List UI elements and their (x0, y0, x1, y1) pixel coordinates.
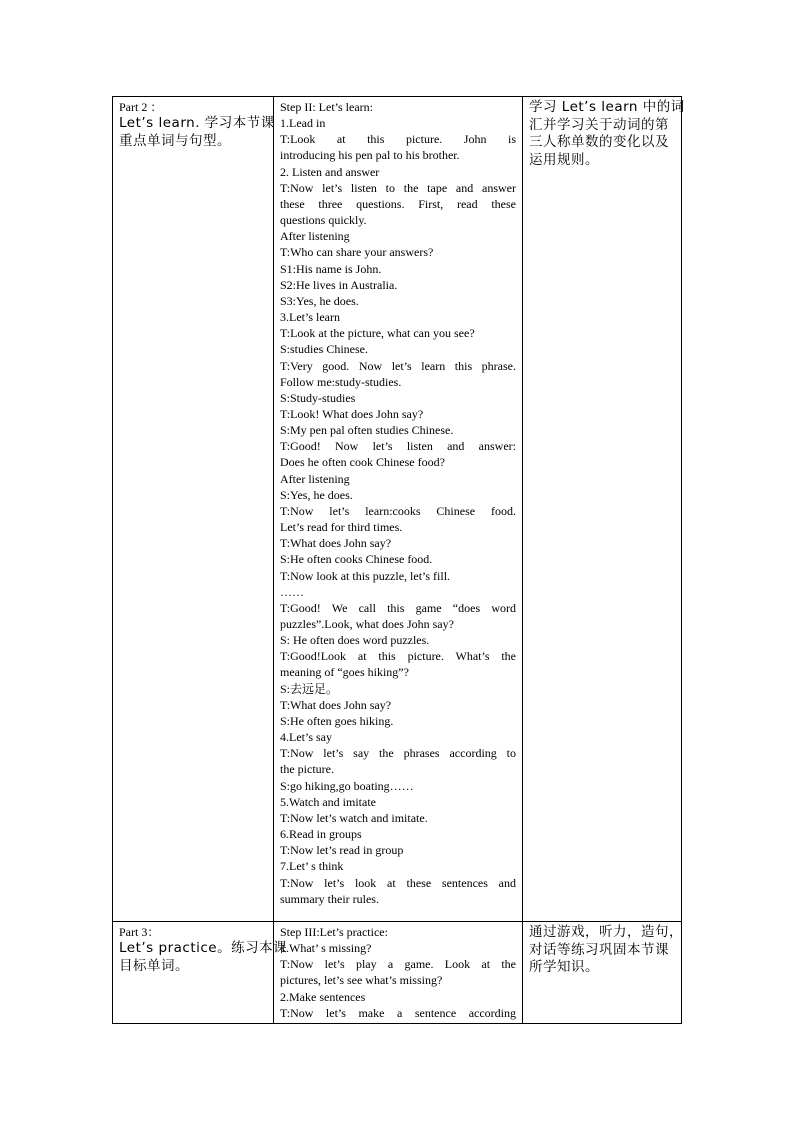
step-line: S3:Yes, he does. (280, 293, 359, 308)
step-line: introducing his pen pal to his brother. (280, 148, 460, 163)
goal-line: 对话等练习巩固本节课 (529, 941, 669, 958)
step-line: the picture. (280, 762, 334, 777)
part-description-line: 重点单词与句型。 (119, 132, 231, 149)
step-line: T:Who can share your answers? (280, 245, 434, 260)
part-label: Part 3： (119, 925, 160, 939)
step-line: puzzles”.Look, what does John say? (280, 617, 454, 631)
step-line: T:Look at the picture, what can you see? (280, 326, 475, 341)
goal-line: 所学知识。 (529, 959, 599, 975)
step-line: 2. Listen and answer (280, 164, 380, 179)
step-line: T:Look! What does John say? (280, 406, 424, 421)
step-line: S:Yes, he does. (280, 487, 353, 502)
part-description-line: Let’s practice。练习本课 (119, 940, 288, 957)
goal-cell (523, 97, 685, 922)
step-line: T:Now let’s listen to the tape and answer (280, 180, 516, 195)
step-line: 7.Let’ s think (280, 859, 344, 874)
goal-cell (523, 922, 682, 1024)
step-line: 3.Let’s learn (280, 310, 340, 325)
step-line: T:Now let’s read in group (280, 843, 404, 858)
step-line: 6.Read in groups (280, 827, 362, 842)
step-line: 1.What’ s missing? (280, 941, 372, 956)
lesson-plan-table (112, 96, 685, 1024)
table-row (113, 97, 682, 922)
step-line: Let’s read for third times. (280, 520, 403, 535)
goal-line: 三人称单数的变化以及 (529, 134, 669, 150)
goal-line: 学习 Let’s learn 中的词 (529, 99, 685, 115)
step-line: T:Now let’s learn:cooks Chinese food. (280, 503, 516, 518)
step-line: meaning of “goes hiking”? (280, 665, 409, 680)
step-line: 1.Lead in (280, 116, 326, 131)
step-line: questions quickly. (280, 213, 367, 228)
step-line: T:Now let’s make a sentence according (280, 1005, 516, 1020)
step-line: T:Good! We call this game “does word (280, 600, 516, 615)
step-line: T:Good!Look at this picture. What’s the (280, 649, 516, 664)
step-line: T:Now let’s play a game. Look at the (280, 957, 516, 972)
goal-line: 通过游戏，听力，造句， (529, 924, 683, 940)
step-line: S:He often goes hiking. (280, 713, 394, 728)
part-description-line: 目标单词。 (119, 957, 189, 974)
step-line: Does he often cook Chinese food? (280, 455, 445, 470)
step-line: S: He often does word puzzles. (280, 633, 430, 648)
step-line: 5.Watch and imitate (280, 794, 376, 809)
step-line: Step II: Let’s learn: (280, 100, 373, 114)
step-line: these three questions. First, read these (280, 196, 516, 211)
step-line: Step III:Let’s practice: (280, 925, 388, 939)
part-cell (113, 922, 288, 1024)
goal-line: 运用规则。 (529, 151, 599, 168)
step-line: S1:His name is John. (280, 261, 382, 276)
part-cell (113, 97, 274, 922)
step-line: T:What does John say? (280, 536, 392, 551)
step-line: S:studies Chinese. (280, 342, 369, 357)
step-line: 4.Let’s say (280, 730, 332, 745)
steps-cell (274, 922, 523, 1024)
part-label: Part 2 ： (119, 100, 163, 114)
step-line: T:Very good. Now let’s learn this phrase. (280, 358, 516, 373)
part-description-line: Let’s learn. 学习本节课 (119, 115, 275, 132)
step-line: pictures, let’s see what’s missing? (280, 973, 443, 988)
step-line: T:Good! Now let’s listen and answer: (280, 439, 516, 454)
step-line: S2:He lives in Australia. (280, 277, 398, 292)
step-line: S:He often cooks Chinese food. (280, 552, 433, 567)
step-line: T:Now let’s look at these sentences and (280, 875, 516, 890)
step-line: T:Now let’s say the phrases according to (280, 746, 516, 761)
step-line: summary their rules. (280, 891, 379, 906)
step-line: After listening (280, 229, 350, 244)
step-line: 2.Make sentences (280, 989, 366, 1004)
steps-cell (274, 97, 523, 922)
step-line: Follow me:study-studies. (280, 374, 402, 389)
table-row (113, 922, 682, 1024)
step-line: S:My pen pal often studies Chinese. (280, 423, 454, 438)
step-line: T:Look at this picture. John is (280, 132, 516, 147)
step-line: After listening (280, 471, 350, 486)
step-line: …… (280, 584, 304, 599)
step-line: T:What does John say? (280, 697, 392, 712)
step-line: T:Now let’s watch and imitate. (280, 810, 428, 825)
goal-line: 汇并学习关于动词的第 (529, 116, 669, 133)
step-line: T:Now look at this puzzle, let’s fill. (280, 568, 451, 583)
step-line: S:去远足。 (280, 681, 339, 696)
step-line: S:Study-studies (280, 390, 356, 405)
step-line: S:go hiking,go boating…… (280, 778, 414, 793)
